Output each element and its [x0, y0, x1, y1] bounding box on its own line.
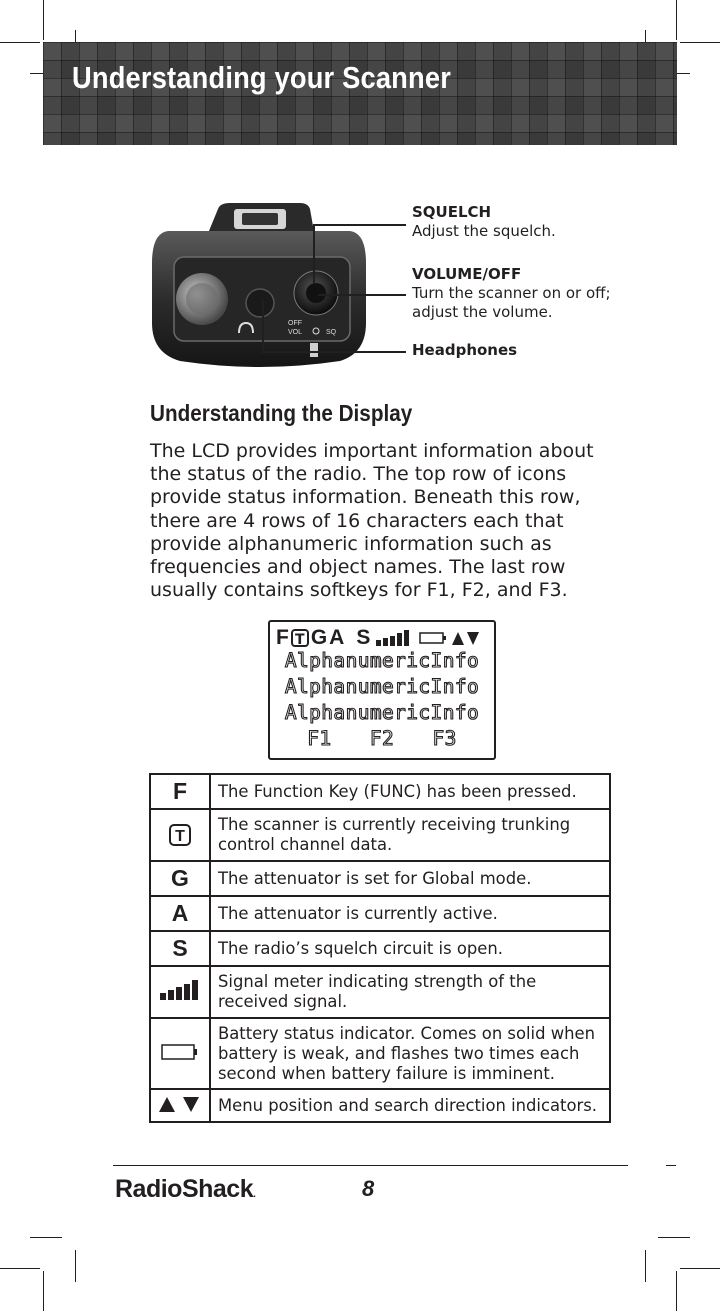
intro-line: usually contains softkeys for F1, F2, and F3. — [150, 579, 568, 602]
legend-line: Signal meter indicating strength of the — [218, 972, 537, 991]
lcd-icon-row — [276, 626, 481, 650]
legend-symbol-cell — [150, 861, 210, 896]
legend-line: The attenuator is set for Global mode. — [218, 868, 532, 888]
battery-icon — [161, 1043, 199, 1061]
scanner-top-svg — [150, 203, 370, 368]
table-row — [150, 966, 610, 1018]
brand-mark: . — [253, 1189, 256, 1200]
crop-mark — [676, 0, 677, 40]
legend-description — [210, 1089, 610, 1122]
brand-name: RadioShack — [115, 1175, 254, 1203]
squelch-leader — [313, 224, 315, 284]
legend-line: Battery status indicator. Comes on solid when — [218, 1023, 595, 1043]
legend-description — [210, 896, 610, 931]
legend-line: The Function Key (FUNC) has been pressed. — [218, 781, 577, 801]
squelch-text: Adjust the squelch. — [412, 222, 556, 240]
crop-mark — [658, 1237, 690, 1238]
crop-mark — [680, 1268, 720, 1269]
volume-knob-center — [306, 283, 326, 303]
g-icon: G — [171, 865, 189, 891]
footer-dash — [666, 1165, 676, 1166]
knob-label-sq: SQ — [326, 329, 337, 336]
legend-symbol-cell — [150, 809, 210, 861]
legend-symbol-cell — [150, 896, 210, 931]
lcd-softkey-row — [270, 727, 494, 750]
scanner-top-illustration — [150, 203, 370, 368]
page-title: Understanding your Scanner — [72, 60, 451, 95]
lcd-f-icon: F — [276, 626, 289, 649]
s-icon: S — [172, 935, 188, 961]
lcd-battery-icon — [419, 631, 447, 645]
legend-description — [210, 774, 610, 809]
legend-description — [210, 809, 610, 861]
volume-text-line: Turn the scanner on or off; — [412, 284, 611, 302]
legend-description — [210, 861, 610, 896]
knob-label-vol: VOL — [288, 329, 303, 336]
crop-mark — [0, 1268, 40, 1269]
brand-logo — [115, 1175, 256, 1204]
page-number: 8 — [362, 1176, 375, 1201]
table-row — [150, 774, 610, 809]
knob-center — [186, 283, 218, 315]
lcd-trunking-icon: T — [291, 629, 309, 647]
lcd-display — [268, 620, 496, 760]
intro-line: frequencies and object names. The last row — [150, 556, 566, 579]
lcd-text-row: AlphanumericInfo — [284, 701, 480, 724]
lcd-softkey-f2: F2 — [369, 727, 395, 750]
squelch-label: SQUELCH — [412, 203, 492, 221]
intro-line: The LCD provides important information about — [150, 440, 594, 462]
table-row — [150, 861, 610, 896]
legend-line: control channel data. — [218, 835, 393, 854]
lcd-g-icon: G — [310, 626, 328, 649]
headphones-leader — [262, 300, 264, 352]
legend-symbol-cell — [150, 1089, 210, 1122]
lcd-a-icon: A — [329, 626, 345, 649]
table-row — [150, 809, 610, 861]
lcd-softkey-f1: F1 — [307, 727, 332, 750]
crop-mark — [645, 1250, 646, 1282]
volume-label: VOLUME/OFF — [412, 265, 522, 283]
lcd-softkey-f3: F3 — [432, 727, 457, 750]
crop-mark — [676, 1271, 677, 1311]
intro-line: there are 4 rows of 16 characters each that — [150, 509, 564, 532]
table-row — [150, 896, 610, 931]
table-row — [150, 1018, 610, 1089]
intro-line: provide alphanumeric information such as — [150, 532, 552, 555]
legend-description — [210, 931, 610, 966]
legend-line: The scanner is currently receiving trunking — [218, 815, 571, 834]
legend-symbol-cell — [150, 774, 210, 809]
lcd-signal-meter-icon — [375, 629, 411, 647]
crop-mark — [43, 1271, 44, 1311]
up-down-arrows-icon — [157, 1095, 203, 1113]
squelch-leader — [313, 224, 406, 226]
crop-mark — [680, 42, 720, 43]
table-row — [150, 1089, 610, 1122]
trunking-icon: T — [169, 824, 191, 846]
lcd-s-icon: S — [356, 626, 371, 649]
crop-mark — [0, 42, 40, 43]
signal-meter-icon — [159, 979, 201, 1001]
headphones-callout — [412, 341, 517, 360]
headphones-label: Headphones — [412, 341, 518, 359]
volume-text-line: adjust the volume. — [412, 303, 553, 321]
volume-callout — [412, 265, 611, 322]
intro-line: the status of the radio. The top row of icons — [150, 463, 567, 486]
legend-description — [210, 1018, 610, 1089]
legend-line: battery is weak, and flashes two times each — [218, 1043, 580, 1063]
legend-line: second when battery failure is imminent. — [218, 1063, 556, 1083]
volume-leader — [318, 294, 406, 296]
crop-mark — [30, 1237, 62, 1238]
headphone-jack — [246, 289, 274, 317]
f-icon: F — [172, 778, 188, 804]
legend-line: Menu position and search direction indicators. — [218, 1095, 597, 1115]
table-row — [150, 931, 610, 966]
lcd-text-row: AlphanumericInfo — [284, 649, 480, 672]
legend-symbol-cell — [150, 966, 210, 1018]
legend-symbol-cell — [150, 1018, 210, 1089]
legend-line: received signal. — [218, 992, 348, 1011]
intro-paragraph — [150, 440, 610, 602]
lcd-up-down-arrows-icon — [451, 630, 481, 646]
knob-label-off: OFF — [288, 320, 302, 327]
intro-line: provide status information. Beneath this row, — [150, 486, 581, 509]
footer-divider — [113, 1165, 628, 1166]
lcd-text-row: AlphanumericInfo — [284, 675, 480, 698]
legend-line: The radio’s squelch circuit is open. — [218, 938, 503, 958]
section-title: Understanding the Display — [150, 400, 413, 426]
crop-mark — [43, 0, 44, 40]
antenna-socket — [242, 213, 278, 225]
headphones-leader — [262, 351, 406, 353]
crop-mark — [75, 1250, 76, 1282]
squelch-callout — [412, 203, 556, 241]
icon-legend-table — [149, 773, 611, 1123]
a-icon: A — [171, 900, 189, 926]
legend-description — [210, 966, 610, 1018]
legend-line: The attenuator is currently active. — [218, 903, 498, 923]
legend-symbol-cell — [150, 931, 210, 966]
belt-clip-tab — [310, 343, 318, 357]
